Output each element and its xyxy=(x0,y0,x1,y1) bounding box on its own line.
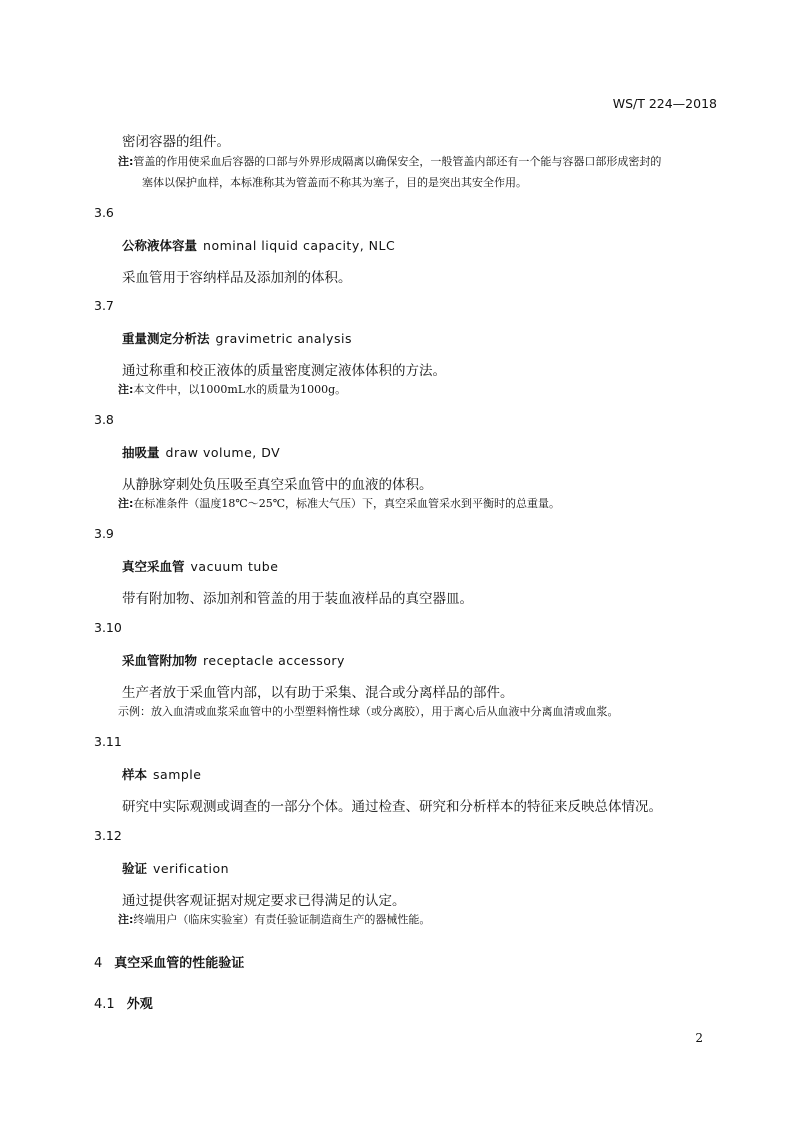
term-en: gravimetric analysis xyxy=(215,331,352,346)
term-title xyxy=(122,236,395,254)
term-en: vacuum tube xyxy=(190,559,279,574)
note-text: 本文件中，以1000mL水的质量为1000g。 xyxy=(133,383,347,396)
term-definition: 采血管用于容纳样品及添加剂的体积。 xyxy=(122,270,352,286)
term-zh: 真空采血管 xyxy=(122,559,185,574)
term-title xyxy=(122,859,229,877)
term-en: nominal liquid capacity, NLC xyxy=(203,238,396,253)
note-3-5 xyxy=(118,153,661,169)
term-title xyxy=(122,557,278,575)
term-title xyxy=(122,443,280,461)
note-label: 注: xyxy=(118,497,134,510)
term-number: 3.7 xyxy=(94,298,114,313)
term-definition: 研究中实际观测或调查的一部分个体。通过检查、研究和分析样本的特征来反映总体情况。 xyxy=(122,799,662,815)
term-zh: 验证 xyxy=(122,861,148,876)
term-definition: 通过提供客观证据对规定要求已得满足的认定。 xyxy=(122,893,406,909)
section-title: 真空采血管的性能验证 xyxy=(114,956,245,971)
term-title xyxy=(122,765,201,783)
term-note xyxy=(118,911,430,927)
term-zh: 抽吸量 xyxy=(122,445,160,460)
term-zh: 采血管附加物 xyxy=(122,653,198,668)
note-label: 注: xyxy=(118,913,134,926)
continued-definition: 密闭容器的组件。 xyxy=(122,134,230,150)
term-note xyxy=(118,381,346,397)
term-number: 3.6 xyxy=(94,205,114,220)
term-zh: 样本 xyxy=(122,767,148,782)
term-zh: 公称液体容量 xyxy=(122,238,198,253)
term-note xyxy=(118,495,560,511)
term-title xyxy=(122,651,345,669)
term-definition: 从静脉穿刺处负压吸至真空采血管中的血液的体积。 xyxy=(122,477,433,493)
term-number: 3.9 xyxy=(94,526,114,541)
note-text: 管盖的作用使采血后容器的口部与外界形成隔离以确保安全，一般管盖内部还有一个能与容器口部形成密封的 xyxy=(133,155,662,168)
note-text: 终端用户（临床实验室）有责任验证制造商生产的器械性能。 xyxy=(133,913,431,926)
term-definition: 带有附加物、添加剂和管盖的用于装血液样品的真空器皿。 xyxy=(122,591,473,607)
note-label: 注: xyxy=(118,383,134,396)
term-title xyxy=(122,329,352,347)
note-3-5-continued: 塞体以保护血样，本标准称其为管盖而不称其为塞子，目的是突出其安全作用。 xyxy=(142,176,527,189)
standard-number: WS/T 224—2018 xyxy=(612,96,717,111)
term-number: 3.8 xyxy=(94,412,114,427)
note-text: 在标准条件（温度18℃～25℃，标准大气压）下，真空采血管采水到平衡时的总重量。 xyxy=(133,497,561,510)
term-example: 示例：放入血清或血浆采血管中的小型塑料惰性球（或分离胶），用于离心后从血液中分离血清或血浆。 xyxy=(118,705,619,718)
section-number: 4.1 xyxy=(94,997,115,1012)
page-number: 2 xyxy=(695,1031,703,1045)
term-definition: 生产者放于采血管内部，以有助于采集、混合或分离样品的部件。 xyxy=(122,685,514,701)
term-number: 3.12 xyxy=(94,828,122,843)
term-number: 3.11 xyxy=(94,734,122,749)
term-zh: 重量测定分析法 xyxy=(122,331,210,346)
note-label: 注: xyxy=(118,155,134,168)
subsection-heading xyxy=(94,993,153,1012)
section-title: 外观 xyxy=(126,997,153,1012)
term-number: 3.10 xyxy=(94,620,122,635)
section-number: 4 xyxy=(94,956,103,971)
section-heading xyxy=(94,952,244,971)
term-definition: 通过称重和校正液体的质量密度测定液体体积的方法。 xyxy=(122,363,446,379)
term-en: sample xyxy=(153,767,202,782)
term-en: receptacle accessory xyxy=(203,653,345,668)
term-en: verification xyxy=(153,861,230,876)
term-en: draw volume, DV xyxy=(165,445,281,460)
